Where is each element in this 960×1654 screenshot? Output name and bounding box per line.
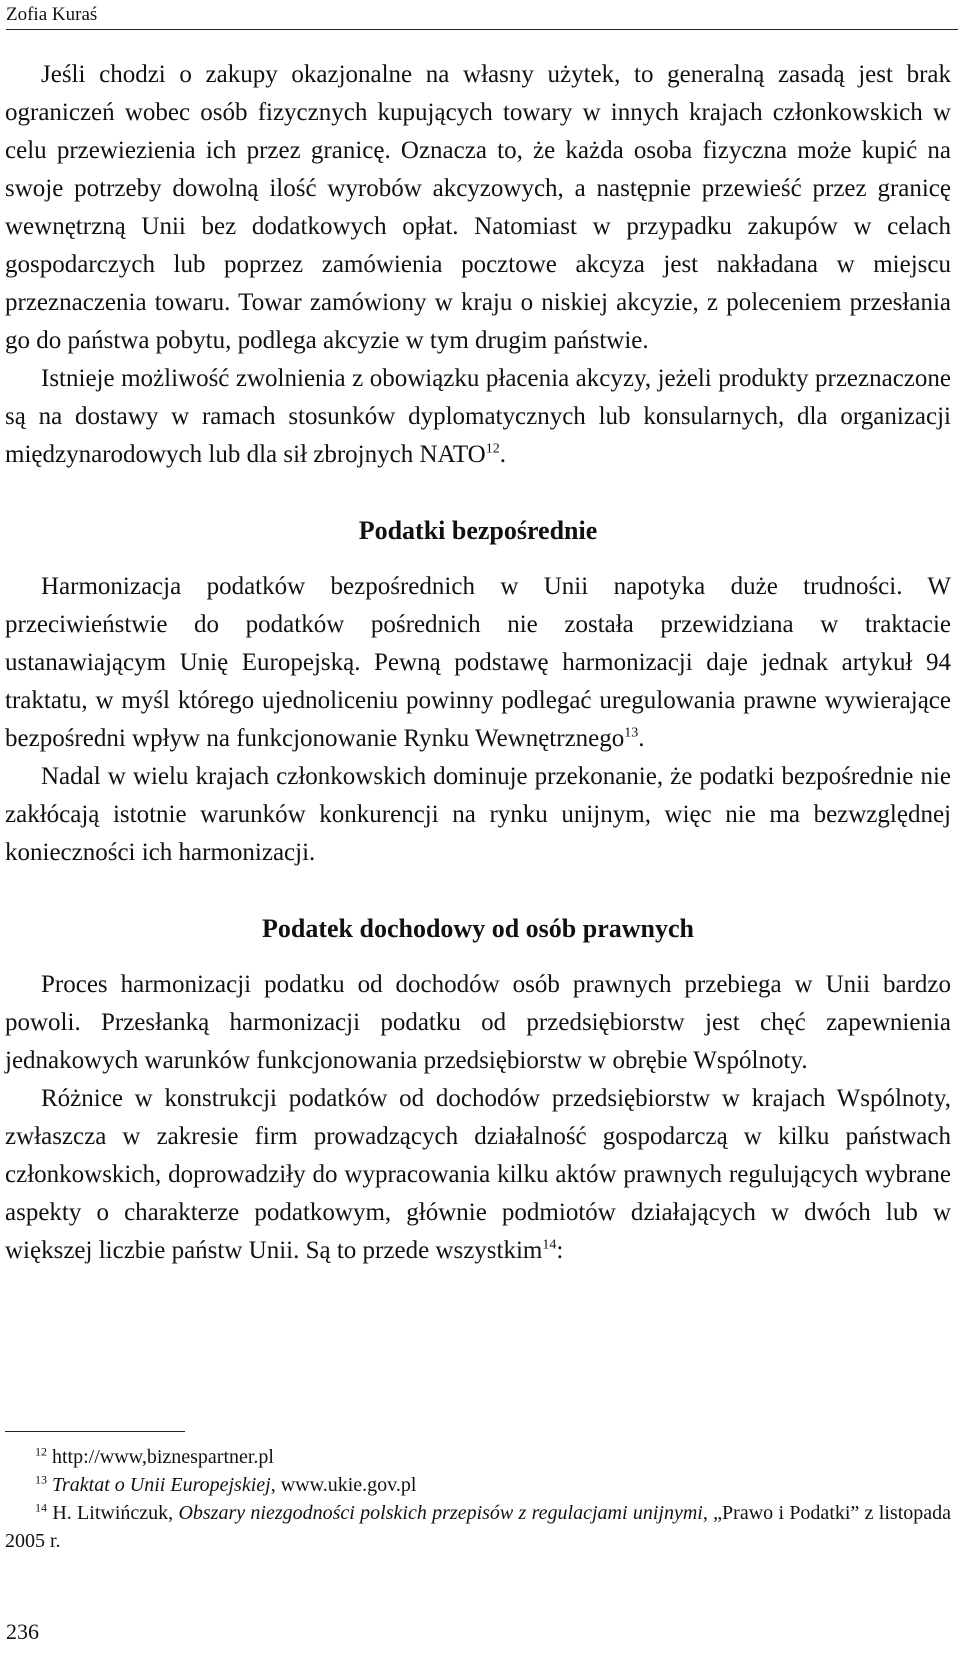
page-number: 236 bbox=[6, 1619, 39, 1644]
footnotes bbox=[5, 1443, 951, 1555]
footnote-title: Obszary niezgodności polskich przepisów z regulacjami unijnymi bbox=[178, 1502, 703, 1524]
running-head-author: Zofia Kuraś bbox=[6, 2, 958, 30]
footnote-link[interactable]: http://www,biznespartner.pl bbox=[52, 1446, 274, 1468]
main-text bbox=[5, 56, 951, 1270]
section-heading: Podatki bezpośrednie bbox=[358, 516, 598, 545]
footnote-ref[interactable]: 13 bbox=[624, 725, 639, 741]
paragraph-text: Różnice w konstrukcji podatków od dochodów przedsiębiorstw w krajach Wspólnoty, zwłaszcza w zakresie firm prowadzących działalność gospodarczą w kilku państwach członkowskich, doprowadziły do wypracowania kilku aktów prawnych regulujących wybrane aspekty o charakterze podatkowym, głównie podmiotów działających w dwóch lub w większej liczbie państw Unii. Są to przede wszystkim bbox=[5, 1085, 951, 1264]
paragraph: Jeśli chodzi o zakupy okazjonalne na własny użytek, to generalną zasadą jest brak ograniczeń wobec osób fizycznych kupujących towary w innych krajach członkowskich w celu przewiezienia ich przez granicę. Oznacza to, że każda osoba fizyczna może kupić na swoje potrzeby dowolną ilość wyrobów akcyzowych, a następnie przewieść przez granicę wewnętrzną Unii bez dodatkowych opłat. Natomiast w przypadku zakupów w celach gospodarczych lub poprzez zamówienia pocztowe akcyza jest nakładana w miejscu przeznaczenia towaru. Towar zamówiony w kraju o niskiej akcyzie, z poleceniem przesłania go do państwa pobytu, podlega akcyzie w tym drugim państwie. bbox=[5, 61, 951, 354]
paragraph-text: Istnieje możliwość zwolnienia z obowiązku płacenia akcyzy, jeżeli produkty przeznaczone są na dostawy w ramach stosunków dyplomatycznych lub konsularnych, dla organizacji międzynarodowych lub dla sił zbrojnych NATO bbox=[5, 365, 951, 468]
paragraph-end: . bbox=[499, 441, 506, 468]
footnote-number: 12 bbox=[35, 1444, 47, 1459]
paragraph-end: . bbox=[638, 725, 645, 752]
footnote-separator bbox=[5, 1431, 185, 1432]
paragraph-text: Harmonizacja podatków bezpośrednich w Unii napotyka duże trudności. W przeciwieństwie do podatków pośrednich nie została przewidziana w traktacie ustanawiającym Unię Europejską. Pewną podstawę harmonizacji daje jednak artykuł 94 traktatu, w myśl którego ujednoliceniu powinny podlegać uregulowania prawne wywierające bezpośredni wpływ na funkcjonowanie Rynku Wewnętrznego bbox=[5, 573, 951, 752]
footnote-13 bbox=[5, 1471, 951, 1499]
footnote-title: Traktat o Unii Europejskiej bbox=[52, 1474, 271, 1496]
paragraph: Proces harmonizacji podatku od dochodów osób prawnych przebiega w Unii bardzo powoli. Przesłanką harmonizacji podatku od przedsiębiorstw jest chęć zapewnienia jednakowych warunków funkcjonowania przedsiębiorstw w obrębie Wspólnoty. bbox=[5, 971, 951, 1074]
footnote-number: 13 bbox=[35, 1472, 47, 1487]
paragraph bbox=[5, 360, 951, 474]
paragraph bbox=[5, 568, 951, 758]
footnote-number: 14 bbox=[35, 1500, 47, 1515]
footnote-12 bbox=[5, 1443, 951, 1471]
paragraph-end: : bbox=[556, 1237, 564, 1264]
footnote-text: , www.ukie.gov.pl bbox=[270, 1474, 417, 1496]
footnote-text: , „Prawo i Podatki” z listopada 2005 r. bbox=[5, 1502, 951, 1552]
footnote-ref[interactable]: 14 bbox=[542, 1237, 557, 1253]
footnote-14 bbox=[5, 1499, 951, 1555]
footnote-text: H. Litwińczuk, bbox=[52, 1502, 179, 1524]
footnote-ref[interactable]: 12 bbox=[485, 441, 500, 457]
subsection-heading: Podatek dochodowy od osób prawnych bbox=[262, 914, 694, 943]
paragraph: Nadal w wielu krajach członkowskich dominuje przekonanie, że podatki bezpośrednie nie zakłócają istotnie warunków konkurencji na rynku unijnym, więc nie ma bezwzględnej konieczności ich harmonizacji. bbox=[5, 763, 951, 866]
paragraph bbox=[5, 1080, 951, 1270]
